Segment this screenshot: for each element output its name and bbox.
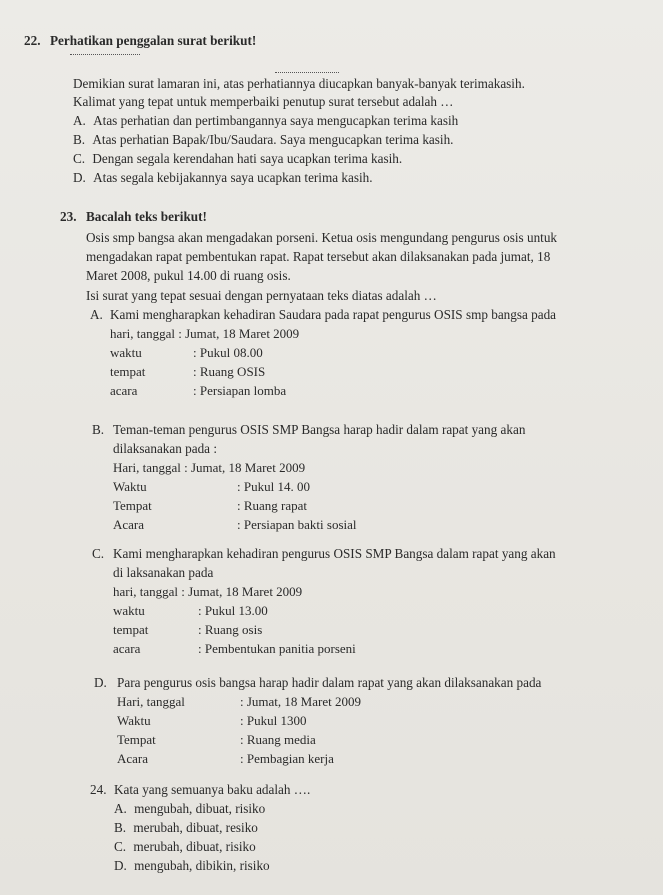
detail-label: tempat [113, 622, 149, 637]
detail-label: Waktu [117, 713, 151, 728]
detail-value: : Jumat, 18 Maret 2009 [240, 694, 361, 709]
q22-option-c[interactable] [73, 151, 402, 167]
detail-label: hari, tanggal : Jumat, 18 Maret 2009 [113, 584, 303, 599]
option-letter: A. [90, 307, 103, 322]
q23-number: 23. [60, 209, 77, 224]
option-text: Atas segala kebijakannya saya ucapkan terima kasih. [93, 170, 373, 185]
q24-option-c[interactable] [114, 839, 256, 855]
q24-option-a[interactable] [114, 801, 265, 817]
q22-option-b[interactable] [73, 132, 453, 148]
detail-label: Tempat [117, 732, 156, 747]
option-letter: B. [73, 132, 86, 147]
detail-label: acara [113, 641, 141, 656]
q24-number: 24. [90, 782, 107, 797]
q23-passage-line: mengadakan rapat pembentukan rapat. Rapat tersebut akan dilaksanakan pada jumat, 18 [86, 249, 551, 264]
option-line: dilaksanakan pada : [113, 441, 217, 456]
option-line: Para pengurus osis bangsa harap hadir dalam rapat yang akan dilaksanakan pada [117, 675, 542, 690]
dotted-line-left [70, 54, 140, 55]
detail-label: Hari, tanggal [117, 694, 185, 709]
option-line: Teman-teman pengurus OSIS SMP Bangsa harap hadir dalam rapat yang akan [113, 422, 526, 437]
option-letter: A. [73, 113, 86, 128]
option-line: di laksanakan pada [113, 565, 214, 580]
q22-option-a[interactable] [73, 113, 458, 129]
q22-number: 22. [24, 33, 41, 48]
q22-question: Kalimat yang tepat untuk memperbaiki penutup surat tersebut adalah … [73, 94, 454, 109]
detail-label: Acara [117, 751, 149, 766]
detail-label: waktu [113, 603, 145, 618]
option-line: Kami mengharapkan kehadiran Saudara pada rapat pengurus OSIS smp bangsa pada [110, 307, 557, 322]
option-letter: C. [92, 546, 105, 561]
option-text: Atas perhatian dan pertimbangannya saya mengucapkan terima kasih [93, 113, 459, 128]
detail-value: : Ruang media [240, 732, 316, 747]
option-letter: A. [114, 801, 127, 816]
detail-value: : Pukul 13.00 [198, 603, 268, 618]
q24-option-d[interactable] [114, 858, 270, 874]
option-letter: D. [114, 858, 127, 873]
q22-letter-excerpt: Demikian surat lamaran ini, atas perhatiannya diucapkan banyak-banyak terimakasih. [73, 76, 525, 91]
dotted-line-right [275, 72, 339, 73]
detail-label: Acara [113, 517, 145, 532]
detail-label: waktu [110, 345, 142, 360]
detail-value: : Persiapan lomba [193, 383, 287, 398]
q22-title: Perhatikan penggalan surat berikut! [50, 33, 257, 48]
detail-label: Tempat [113, 498, 152, 513]
option-letter: C. [73, 151, 86, 166]
option-text: merubah, dibuat, resiko [133, 820, 258, 835]
detail-value: : Ruang rapat [237, 498, 308, 513]
option-text: Dengan segala kerendahan hati saya ucapkan terima kasih. [92, 151, 403, 166]
detail-value: : Pembagian kerja [240, 751, 334, 766]
detail-label: acara [110, 383, 138, 398]
option-text: merubah, dibuat, risiko [133, 839, 256, 854]
option-line: Kami mengharapkan kehadiran pengurus OSIS SMP Bangsa dalam rapat yang akan [113, 546, 556, 561]
detail-value: : Ruang OSIS [193, 364, 266, 379]
detail-label: tempat [110, 364, 146, 379]
q24-option-b[interactable] [114, 820, 258, 836]
q23-passage-line: Maret 2008, pukul 14.00 di ruang osis. [86, 268, 291, 283]
option-letter: B. [92, 422, 105, 437]
detail-value: : Pukul 08.00 [193, 345, 263, 360]
option-text: Atas perhatian Bapak/Ibu/Saudara. Saya mengucapkan terima kasih. [92, 132, 454, 147]
detail-value: : Pukul 1300 [240, 713, 307, 728]
detail-label: Waktu [113, 479, 147, 494]
detail-value: : Ruang osis [198, 622, 263, 637]
q23-title: Bacalah teks berikut! [86, 209, 207, 224]
detail-value: : Persiapan bakti sosial [237, 517, 357, 532]
option-text: mengubah, dibikin, risiko [134, 858, 270, 873]
q23-question: Isi surat yang tepat sesuai dengan pernyataan teks diatas adalah … [86, 288, 437, 303]
option-letter: C. [114, 839, 127, 854]
q23-passage-line: Osis smp bangsa akan mengadakan porseni. Ketua osis mengundang pengurus osis untuk [86, 230, 558, 245]
option-letter: B. [114, 820, 127, 835]
option-letter: D. [94, 675, 107, 690]
detail-value: : Pembentukan panitia porseni [198, 641, 356, 656]
detail-label: hari, tanggal : Jumat, 18 Maret 2009 [110, 326, 300, 341]
option-text: mengubah, dibuat, risiko [134, 801, 266, 816]
q22-option-d[interactable] [73, 170, 373, 186]
detail-value: : Pukul 14. 00 [237, 479, 310, 494]
option-letter: D. [73, 170, 86, 185]
q24-question: Kata yang semuanya baku adalah …. [114, 782, 311, 797]
detail-label: Hari, tanggal : Jumat, 18 Maret 2009 [113, 460, 306, 475]
